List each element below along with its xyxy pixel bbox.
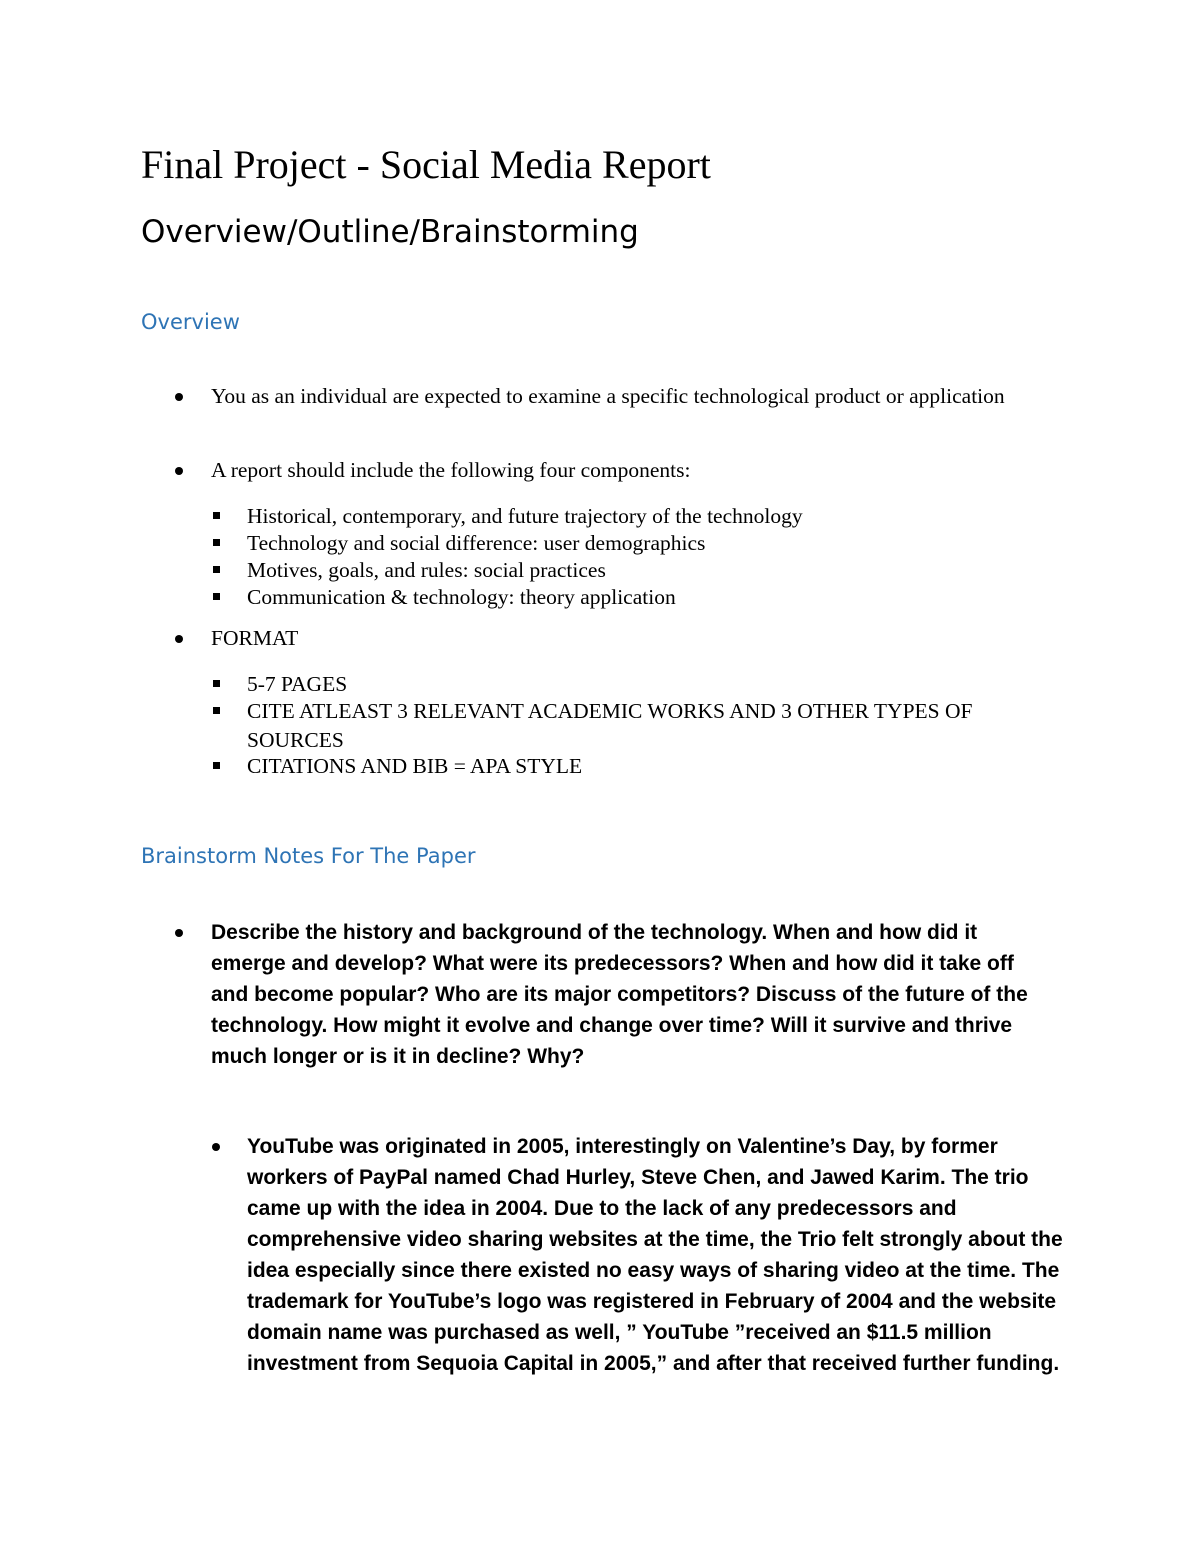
overview-heading: Overview (141, 310, 240, 334)
bullet-dot-icon (175, 467, 183, 475)
overview-item-format: FORMAT (211, 626, 299, 650)
bullet-dot-icon (175, 929, 183, 937)
format-item: CITE ATLEAST 3 RELEVANT ACADEMIC WORKS AND 3 OTHER TYPES OF SOURCES (247, 699, 973, 752)
format-item: CITATIONS AND BIB = APA STYLE (247, 754, 583, 778)
overview-item-examine: You as an individual are expected to examine a specific technological product or application (211, 384, 1005, 408)
component-item: Technology and social difference: user demographics (247, 531, 706, 555)
overview-item-components: A report should include the following four components: (211, 458, 691, 482)
bullet-square-icon (213, 762, 220, 769)
bullet-square-icon (213, 539, 220, 546)
bullet-square-icon (213, 680, 220, 687)
bullet-square-icon (213, 512, 220, 519)
bullet-dot-icon (175, 635, 183, 643)
brainstorm-answer: YouTube was originated in 2005, interestingly on Valentine’s Day, by former workers of PayPal named Chad Hurley, Steve Chen, and Jawed Karim. The trio came up with the idea in 2004. Due to the lack of any predecessors and comprehensive video sharing websites at the time, the Trio felt strongly about the idea especially since there existed no easy ways of sharing video at the time. The trademark for YouTube’s logo was registered in February of 2004 and the website domain name was purchased as well, ” YouTube ”received an $11.5 million investment from Sequoia Capital in 2005,” and after that received further funding. (247, 1135, 1063, 1375)
bullet-square-icon (213, 566, 220, 573)
document-title: Final Project - Social Media Report (141, 142, 711, 187)
bullet-dot-icon (212, 1143, 220, 1151)
brainstorm-heading: Brainstorm Notes For The Paper (141, 844, 476, 868)
format-item: 5-7 PAGES (247, 672, 348, 696)
document-subtitle: Overview/Outline/Brainstorming (141, 214, 639, 250)
component-item: Motives, goals, and rules: social practices (247, 558, 606, 582)
bullet-square-icon (213, 707, 220, 714)
component-item: Historical, contemporary, and future trajectory of the technology (247, 504, 803, 528)
bullet-square-icon (213, 593, 220, 600)
bullet-dot-icon (175, 393, 183, 401)
brainstorm-question: Describe the history and background of the technology. When and how did it emerge and develop? What were its predecessors? When and how did it take off and become popular? Who are its major competitors? Discuss of the future of the technology. How might it evolve and change over time? Will it survive and thrive much longer or is it in decline? Why? (211, 921, 1028, 1068)
component-item: Communication & technology: theory application (247, 585, 676, 609)
